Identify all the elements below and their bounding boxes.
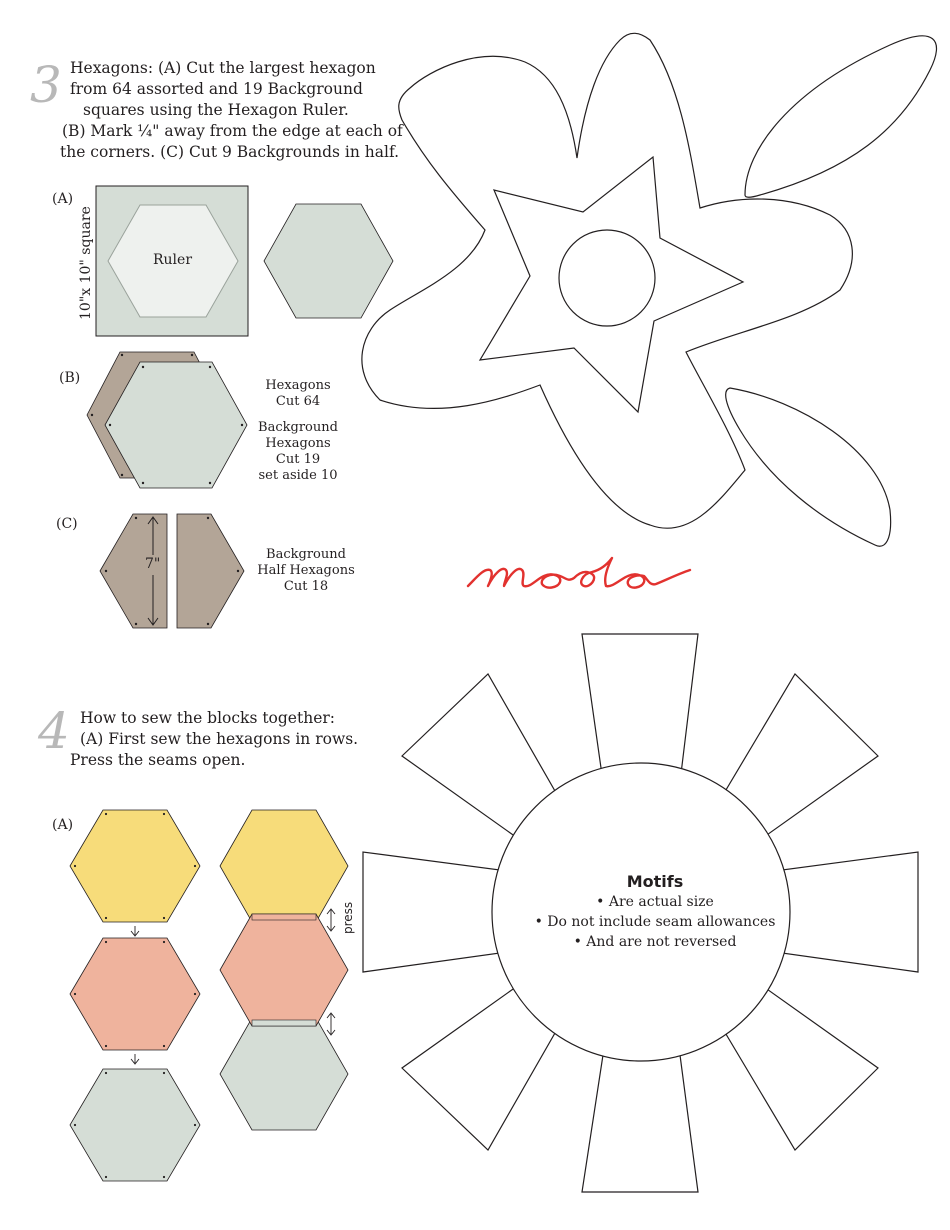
background-hex-line-3: Cut 19	[275, 452, 321, 467]
flower-motif	[362, 33, 937, 546]
hexagons-cut-text	[248, 378, 348, 410]
step-3-number: 3	[30, 56, 62, 114]
gray-hexagon-left	[70, 1069, 200, 1181]
moda-logo	[466, 548, 696, 600]
step-3-line-3: squares using the Hexagon Ruler.	[83, 101, 349, 119]
moda-logo-mark	[466, 548, 696, 596]
flower-center	[559, 230, 655, 326]
step-3-line-2: from 64 assorted and 19 Background	[70, 80, 363, 98]
marked-hexagons	[87, 352, 247, 488]
cut-hexagon	[264, 204, 393, 318]
step-3-line-5: the corners. (C) Cut 9 Backgrounds in half.	[60, 143, 400, 161]
ray-top	[582, 634, 698, 782]
yellow-hexagon-left	[70, 810, 200, 922]
step-4-instructions	[70, 708, 358, 771]
upper-leaf	[745, 36, 937, 197]
step-3-line-1: Hexagons: (A) Cut the largest hexagon	[70, 59, 376, 77]
half-hexagons	[100, 514, 244, 628]
motifs-info	[510, 872, 800, 952]
motifs-title: Motifs	[626, 872, 684, 891]
background-hex-line-4: set aside 10	[258, 468, 338, 483]
left-column-hexagons	[70, 810, 200, 1181]
half-hexagons-text	[256, 547, 356, 595]
ray-left	[363, 852, 500, 972]
step-4-line-1: How to sew the blocks together:	[80, 709, 336, 727]
press-label: press	[341, 901, 355, 934]
background-hex-line-1: Background	[258, 420, 338, 435]
gray-hexagon-right	[220, 1018, 348, 1130]
motifs-bullet-2: • Do not include seam allowances	[534, 914, 776, 930]
right-column-hexagons	[220, 810, 348, 1130]
hexagons-line-2: Cut 64	[275, 394, 321, 409]
half-hex-line-2: Half Hexagons	[257, 563, 355, 578]
motifs-bullet-1: • Are actual size	[596, 894, 714, 910]
ruler-label: Ruler	[153, 252, 193, 268]
salmon-hexagon-right	[220, 914, 348, 1026]
salmon-hexagon-left	[70, 938, 200, 1050]
step-3-label-b: (B)	[59, 370, 81, 386]
step-4-line-2: (A) First sew the hexagons in rows.	[80, 730, 359, 748]
seam-2	[252, 1020, 316, 1026]
step-3-label-c: (C)	[56, 516, 78, 532]
lower-leaf	[726, 388, 891, 546]
half-hex-line-3: Cut 18	[283, 579, 329, 594]
background-hex-line-2: Hexagons	[265, 436, 331, 451]
step-4-line-3: Press the seams open.	[70, 751, 246, 769]
right-half-hexagon	[177, 514, 244, 628]
flower-star	[480, 157, 743, 412]
hexagons-line-1: Hexagons	[265, 378, 331, 393]
step-3-label-a: (A)	[52, 191, 74, 207]
yellow-hexagon-right	[220, 810, 348, 922]
step-4-label-a: (A)	[52, 817, 74, 833]
flower-outline	[362, 33, 852, 528]
square-dimension-label: 10"x 10" square	[78, 206, 94, 320]
background-hexagons-text	[248, 420, 348, 484]
ray-right	[782, 852, 918, 972]
ray-bottom	[582, 1055, 698, 1192]
half-hex-line-1: Background	[266, 547, 346, 562]
seam-1	[252, 914, 316, 920]
step-4-number: 4	[38, 702, 70, 760]
measure-label: 7"	[145, 556, 161, 572]
step-3-line-4: (B) Mark ¼" away from the edge at each of	[62, 122, 403, 140]
motifs-bullet-3: • And are not reversed	[573, 934, 737, 950]
